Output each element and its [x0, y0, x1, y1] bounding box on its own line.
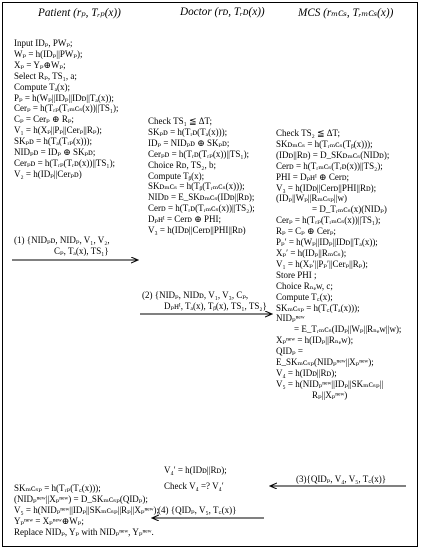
- mcs-step: Choice Rₙₑw, c;: [276, 280, 333, 291]
- patient-step: Select Rₚ, TS₁, a;: [14, 70, 77, 81]
- mcs-step: Xₚ′ = h(IDₚ||Rₘᴄₛ);: [276, 247, 347, 258]
- message-3: (3){QIDₚ, V₄, V₅, T꜀(x)}: [296, 474, 387, 484]
- doctor-verify-step: V₄′ = h(IDᴅ||Rᴅ);: [164, 465, 227, 475]
- patient-final-step: Replace NIDₚ, Yₚ with NIDₚⁿᵉʷ, Yₚⁿᵉʷ.: [14, 526, 154, 537]
- patient-step: SKₚᴅ = h(Tₐ(Tᵣₚ(x)));: [14, 136, 93, 147]
- mcs-step: Rₚ = Cₚ ⊕ Cerₚ;: [276, 226, 336, 237]
- mcs-step: Compute T꜀(x);: [276, 291, 333, 302]
- patient-step: NIDₚᴅ = IDₚ ⊕ SKₚᴅ;: [14, 147, 96, 158]
- mcs-step: Pₚ′ = h(Wₚ||IDₚ||IDᴅ||Tₐ(x));: [276, 237, 378, 248]
- patient-step: V₁ = h(Xₚ||Pₚ||Cerₚ||Rₚ);: [14, 125, 102, 136]
- doctor-step: Check TS₁ ≦ ΔT;: [148, 116, 213, 126]
- patient-step: Input IDₚ, PWₚ;: [14, 38, 73, 48]
- doctor-header: Doctor (rᴅ, Tᵣᴅ(x)): [180, 6, 265, 18]
- message-2-line2: Dₚʜᴵ, Tₐ(x), Tᵦ(x), TS₁, TS₂}: [164, 300, 267, 311]
- mcs-header: MCS (rₘᴄₛ, Tᵣₘᴄₛ(x)): [298, 7, 394, 19]
- mcs-step: Store PHI ;: [276, 269, 317, 280]
- doctor-step: V₃ = h(IDᴅ||Cerᴅ||PHI||Rᴅ): [148, 225, 246, 236]
- mcs-step: Cerᴅ = h(Tᵣₘᴄₛ(Tᵣᴅ(x))||TS₂);: [276, 160, 383, 171]
- patient-final-step: V₅ = h(NIDₚⁿᵉʷ||IDₚ||SKₘᴄₛₚ||Rₚ||Xₚⁿᵉʷ);: [14, 504, 159, 515]
- doctor-step: Compute Tᵦ(x);: [148, 170, 205, 181]
- patient-final-step: Yₚⁿᵉʷ = Xₚⁿᵉʷ⊕Wₚ;: [14, 515, 84, 526]
- doctor-step: Dₚʜᴵ = Cerᴅ ⊕ PHI;: [148, 214, 222, 225]
- doctor-step: NIDᴅ = E_SKᴅₘᴄₛ(IDᴅ||Rᴅ);: [148, 192, 255, 203]
- doctor-step: Cerₚᴅ = h(Tᵣᴅ(Tᵣₚ(x))||TS₁);: [148, 148, 250, 159]
- mcs-step: = D_Tᵣₘᴄₛ(x)(NIDₚ): [312, 204, 387, 215]
- patient-step: Pₚ = h(Wₚ||IDₚ||IDᴅ||Tₐ(x));: [14, 92, 114, 103]
- patient-step: Compute Tₐ(x);: [14, 81, 71, 92]
- doctor-step: Cerᴅ = h(Tᵣᴅ(Tᵣₘᴄₛ(x))||TS₂);: [148, 203, 255, 214]
- mcs-step: (IDᴅ||Rᴅ) = D_SKᴅₘᴄₛ(NIDᴅ);: [276, 149, 390, 160]
- message-4: (4) {QIDₚ, V₅, T꜀(x)}: [158, 505, 237, 515]
- patient-step: Xₚ = Yₚ⊕Wₚ;: [14, 59, 66, 70]
- doctor-step: IDₚ = NIDₚᴅ ⊕ SKₚᴅ;: [148, 137, 230, 148]
- message-2-line1: (2) {NIDₚ, NIDᴅ, V₁, V₃, Cₚ,: [142, 290, 249, 300]
- patient-header: Patient (rₚ, Tᵣₚ(x)): [38, 7, 121, 19]
- mcs-step: SKᴅₘᴄₛ = h(Tᵣₘᴄₛ(Tᵦ(x)));: [276, 138, 373, 149]
- message-1-line1: (1) {NIDₚᴅ, NIDₚ, V₁, V₂,: [14, 235, 110, 245]
- mcs-step: V₄ = h(IDᴅ||Rᴅ);: [276, 367, 337, 378]
- patient-step: V₂ = h(IDₚ||Cerₚᴅ): [14, 168, 82, 179]
- doctor-step: SKₚᴅ = h(Tᵣᴅ(Tₐ(x)));: [148, 126, 228, 137]
- doctor-step: SKᴅₘᴄₛ = h(Tᵦ(Tᵣₘᴄₛ(x)));: [148, 181, 245, 192]
- mcs-step: Rₚ||Xₚⁿᵉʷ): [312, 389, 348, 400]
- doctor-verify-step: Check V₄ =? V₄′: [164, 480, 224, 491]
- mcs-step: Check TS₂ ≦ ΔT;: [276, 128, 341, 138]
- doctor-step: Choice Rᴅ, TS₂, b;: [148, 159, 216, 170]
- mcs-step: NIDₚⁿᵉʷ: [276, 313, 305, 324]
- mcs-step: PHI = Dₚʜᴵ ⊕ Cerᴅ;: [276, 171, 350, 182]
- patient-step: Cₚ = Cerₚ ⊕ Rₚ;: [14, 114, 74, 125]
- mcs-step: V₅ = h(NIDₚⁿᵉʷ||IDₚ||SKₘᴄₛₚ||: [276, 378, 384, 389]
- mcs-step: = E_Tᵣₘᴄₛ(IDₚ||Wₚ||Rₙₑw||w);: [294, 324, 402, 335]
- mcs-step: Xₚⁿᵉʷ = h(IDₚ||Rₙₑw);: [276, 335, 354, 346]
- mcs-step: V₃ = h(IDᴅ||Cerᴅ||PHI||Rᴅ);: [276, 182, 377, 193]
- patient-step: Cerₚ = h(Tᵣₚ(Tᵣₘᴄₛ(x))||TS₁);: [14, 103, 119, 114]
- mcs-step: QIDₚ =: [276, 346, 303, 357]
- mcs-step: E_SKₘᴄₛₚ(NIDₚⁿᵉʷ||Xₚⁿᵉʷ);: [276, 357, 374, 368]
- mcs-step: V₁ = h(Xₚ′||Pₚ′||Cerₚ||Rₚ);: [276, 258, 368, 269]
- mcs-step: Cerₚ = h(Tᵣₚ(Tᵣₘᴄₛ(x))||TS₁);: [276, 215, 381, 226]
- message-1-line2: Cₚ, Tₐ(x), TS₁}: [54, 245, 109, 256]
- patient-final-step: (NIDₚⁿᵉʷ||Xₚⁿᵉʷ) = D_SKₘᴄₛₚ(QIDₚ);: [14, 493, 148, 504]
- patient-step: Cerₚᴅ = h(Tᵣₚ(Tᵣᴅ(x))||TS₁);: [14, 157, 116, 168]
- patient-step: Wₚ = h(IDₚ||PWₚ);: [14, 48, 83, 59]
- mcs-step: (IDₚ||Wₚ||Rₘᴄₛₚ||w): [276, 193, 347, 204]
- mcs-step: SKₘᴄₛₚ = h(T꜀(Tₐ(x)));: [276, 302, 360, 313]
- patient-final-step: SKₘᴄₛₚ = h(Tᵣₚ(T꜀(x)));: [14, 483, 101, 493]
